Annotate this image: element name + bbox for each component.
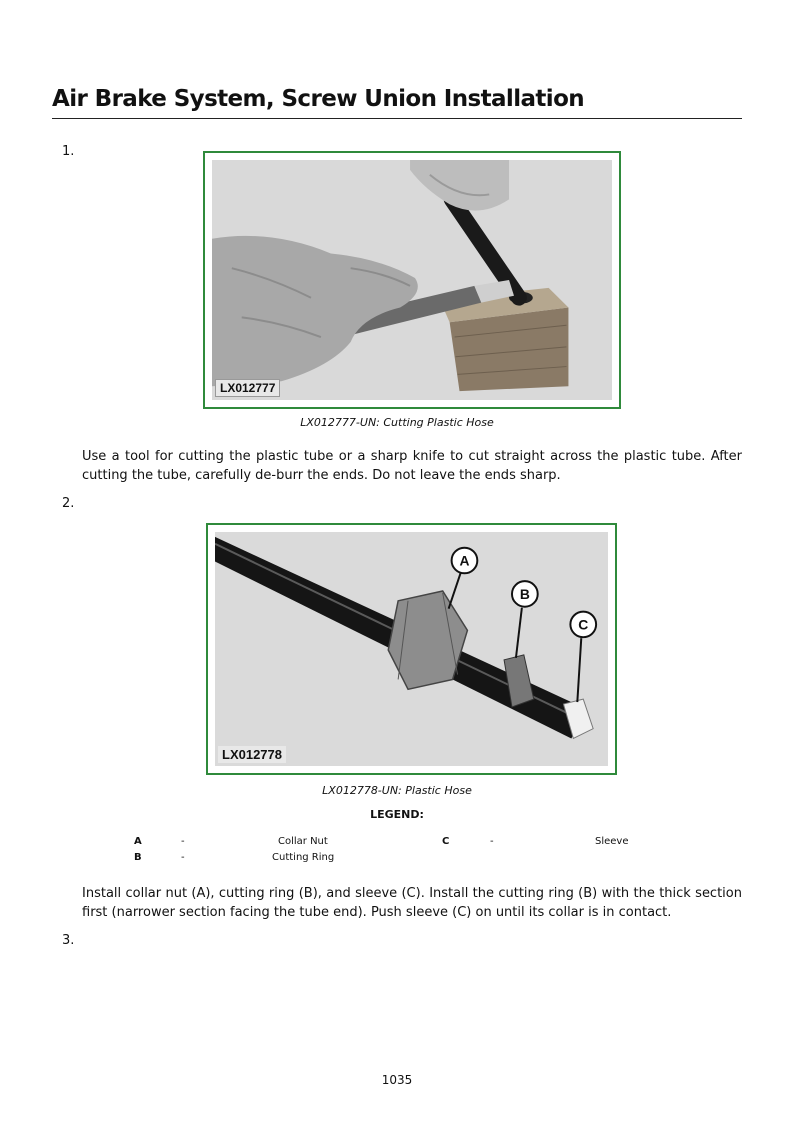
page-number: 1035 [381, 1073, 413, 1087]
legend-label-b: Cutting Ring [272, 852, 335, 863]
legend-label-a: Collar Nut [278, 836, 328, 847]
photo-cutting-hose [212, 160, 612, 400]
legend-key-c: C [442, 836, 450, 847]
step-number-3: 3. [62, 933, 75, 948]
legend-sep-b: - [181, 852, 185, 863]
callout-c: C [578, 616, 589, 633]
legend-label-c: Sleeve [595, 836, 629, 847]
callout-b: B [519, 585, 530, 602]
callout-a: A [459, 552, 470, 569]
legend-key-b: B [134, 852, 142, 863]
step-number-2: 2. [62, 496, 75, 511]
step-1-text: Use a tool for cutting the plastic tube or a sharp knife to cut straight across the plastic tube. After cutting the tube, carefully de-burr the ends. Do not leave the ends sharp. [82, 449, 742, 483]
figure-label: LX012778 [218, 746, 286, 763]
figure-label: LX012777 [215, 379, 280, 397]
photo-plastic-hose [215, 532, 608, 766]
legend-key-a: A [134, 836, 142, 847]
figure-caption-1: LX012777-UN: Cutting Plastic Hose [300, 416, 494, 429]
step-2-text: Install collar nut (A), cutting ring (B), and sleeve (C). Install the cutting ring (B) with the thick section first (narrower section facing the tube end). Push sleeve (C) on until its collar is in contact. [82, 886, 742, 920]
figure-plastic-hose [206, 523, 617, 775]
legend-sep-c: - [490, 836, 494, 847]
legend-title: LEGEND: [370, 808, 424, 821]
step-number-1: 1. [62, 144, 75, 159]
page-title: Air Brake System, Screw Union Installation [52, 86, 742, 119]
figure-caption-2: LX012778-UN: Plastic Hose [322, 784, 472, 797]
figure-cutting-plastic-hose [203, 151, 621, 409]
legend-sep-a: - [181, 836, 185, 847]
